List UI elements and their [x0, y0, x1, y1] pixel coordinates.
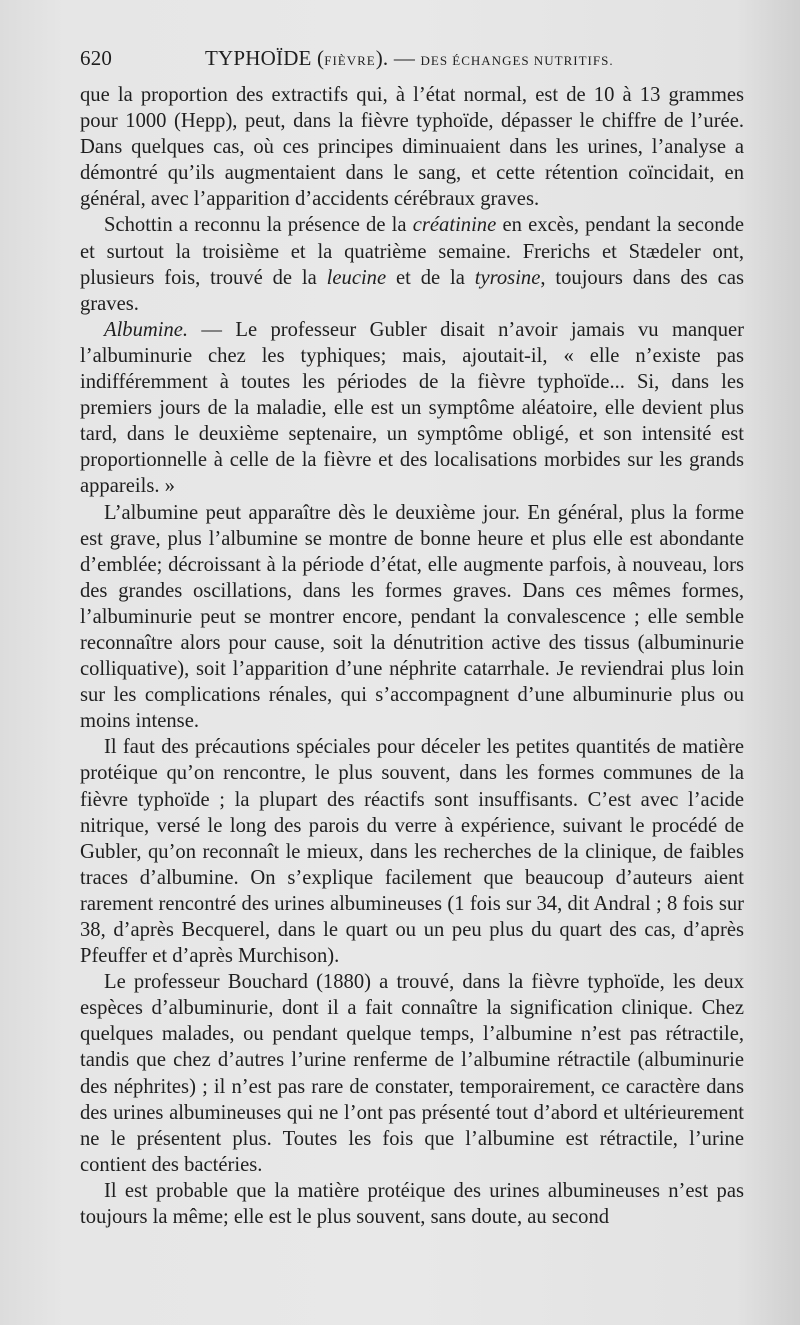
running-title-separator: ). — [375, 46, 421, 70]
paragraph-4: L’albumine peut apparaître dès le deuxième jour. En général, plus la forme est grave, plus l’albumine se montre de bonne heure et plus elle est abondante d’emblée; décroissant à la période d’état, elle augmente parfois, à nouveau, lors des grandes oscillations, dans les formes graves. Dans ces mêmes formes, l’albuminurie peut se montrer encore, pendant la convalescence ; elle semble reconnaître alors pour cause, soit la dénutrition active des tissus (albuminurie colliquative), soit l’apparition d’une néphrite catarrhale. Je reviendrai plus loin sur les complications rénales, qui s’accompagnent d’une albuminurie plus ou moins intense. [80, 501, 744, 733]
paragraph-3-text: — Le professeur Gubler disait n’avoir jamais vu manquer l’albuminurie chez les typhiques; mais, ajoutait-il, « elle n’existe pas indifféremment à toutes les périodes de la fièvre typhoïde... Si, dans les premiers jours de la maladie, elle est un symptôme aléatoire, elle devient plus tard, dans le deuxième septenaire, un symptôme obligé, et son intensité est proportionnelle à celle de la fièvre et des localisations morbides sur les grands appareils. » [80, 318, 744, 498]
running-title-main: TYPHOÏDE ( [205, 46, 325, 70]
term-creatinine: créatinine [412, 214, 497, 237]
paragraph-6: Le professeur Bouchard (1880) a trouvé, dans la fièvre typhoïde, les deux espèces d’albuminurie, dont il a fait connaître la signification clinique. Chez quelques malades, ou pendant quelque temps, l’albumine n’est pas rétractile, tandis que chez d’autres l’urine renferme de l’albumine rétractile (albuminurie des néphrites) ; il n’est pas rare de constater, temporairement, ce caractère dans des urines albumineuses qui ne l’ont pas présenté tout d’abord et ultérieurement ne le présentent plus. Toutes les fois que l’albumine est rétractile, l’urine contient des bactéries. [80, 971, 744, 1176]
paragraph-1: que la proportion des extractifs qui, à l’état normal, est de 10 à 13 grammes pour 1000 (Hepp), peut, dans la fièvre typhoïde, dépasser le chiffre de l’urée. Dans quelques cas, où ces principes diminuaient dans les urines, l’analyse a démontré qu’ils augmentaient dans le sang, et cette rétention coïncidait, en général, avec l’apparition d’accidents cérébraux graves. [80, 84, 744, 211]
paragraph-2-text-e: et de la [386, 266, 475, 289]
paragraph-2 [80, 212, 744, 316]
paragraph-7: Il est probable que la matière protéique des urines albumineuses n’est pas toujours la même; elle est le plus souvent, sans doute, au second [80, 1179, 744, 1229]
paragraph-2-text-g: , toujours dans des cas graves. [80, 266, 744, 315]
running-header [80, 46, 744, 76]
paragraph-5: Il faut des précautions spéciales pour déceler les petites quantités de matière protéique qu’on rencontre, le plus souvent, dans les formes communes de la fièvre typhoïde ; la plupart des réactifs sont insuffisants. C’est avec l’acide nitrique, versé le long des parois du verre à expérience, suivant le procédé de Gubler, qu’on reconnaît le mieux, dans les recherches de la clinique, de faibles traces d’albumine. On s’explique facilement que beaucoup d’auteurs aient rarement rencontré des urines albumineuses (1 fois sur 34, dit Andral ; 8 fois sur 38, d’après Becquerel, dans le quart ou un peu plus du quart des cas, d’après Pfeuffer et d’après Murchison). [80, 736, 744, 968]
paragraph-3 [80, 317, 744, 500]
running-title [205, 46, 614, 71]
paragraph-2-text-a: Schottin a reconnu la présence de la [104, 214, 413, 237]
running-title-section: DES ÉCHANGES NUTRITIFS. [420, 53, 614, 68]
paragraph-2-text-c: en excès, pendant la seconde et surtout la troisième et la quatrième semaine. Frerichs et Stædeler ont, plusieurs fois, trouvé de la [80, 214, 744, 289]
section-heading-albumine: Albumine. [104, 318, 189, 341]
page-number: 620 [80, 46, 113, 70]
term-leucine: leucine [326, 266, 387, 289]
body-text [80, 82, 744, 1230]
term-tyrosine: tyrosine [474, 266, 541, 289]
running-title-smallcaps: FIÈVRE [324, 53, 376, 68]
